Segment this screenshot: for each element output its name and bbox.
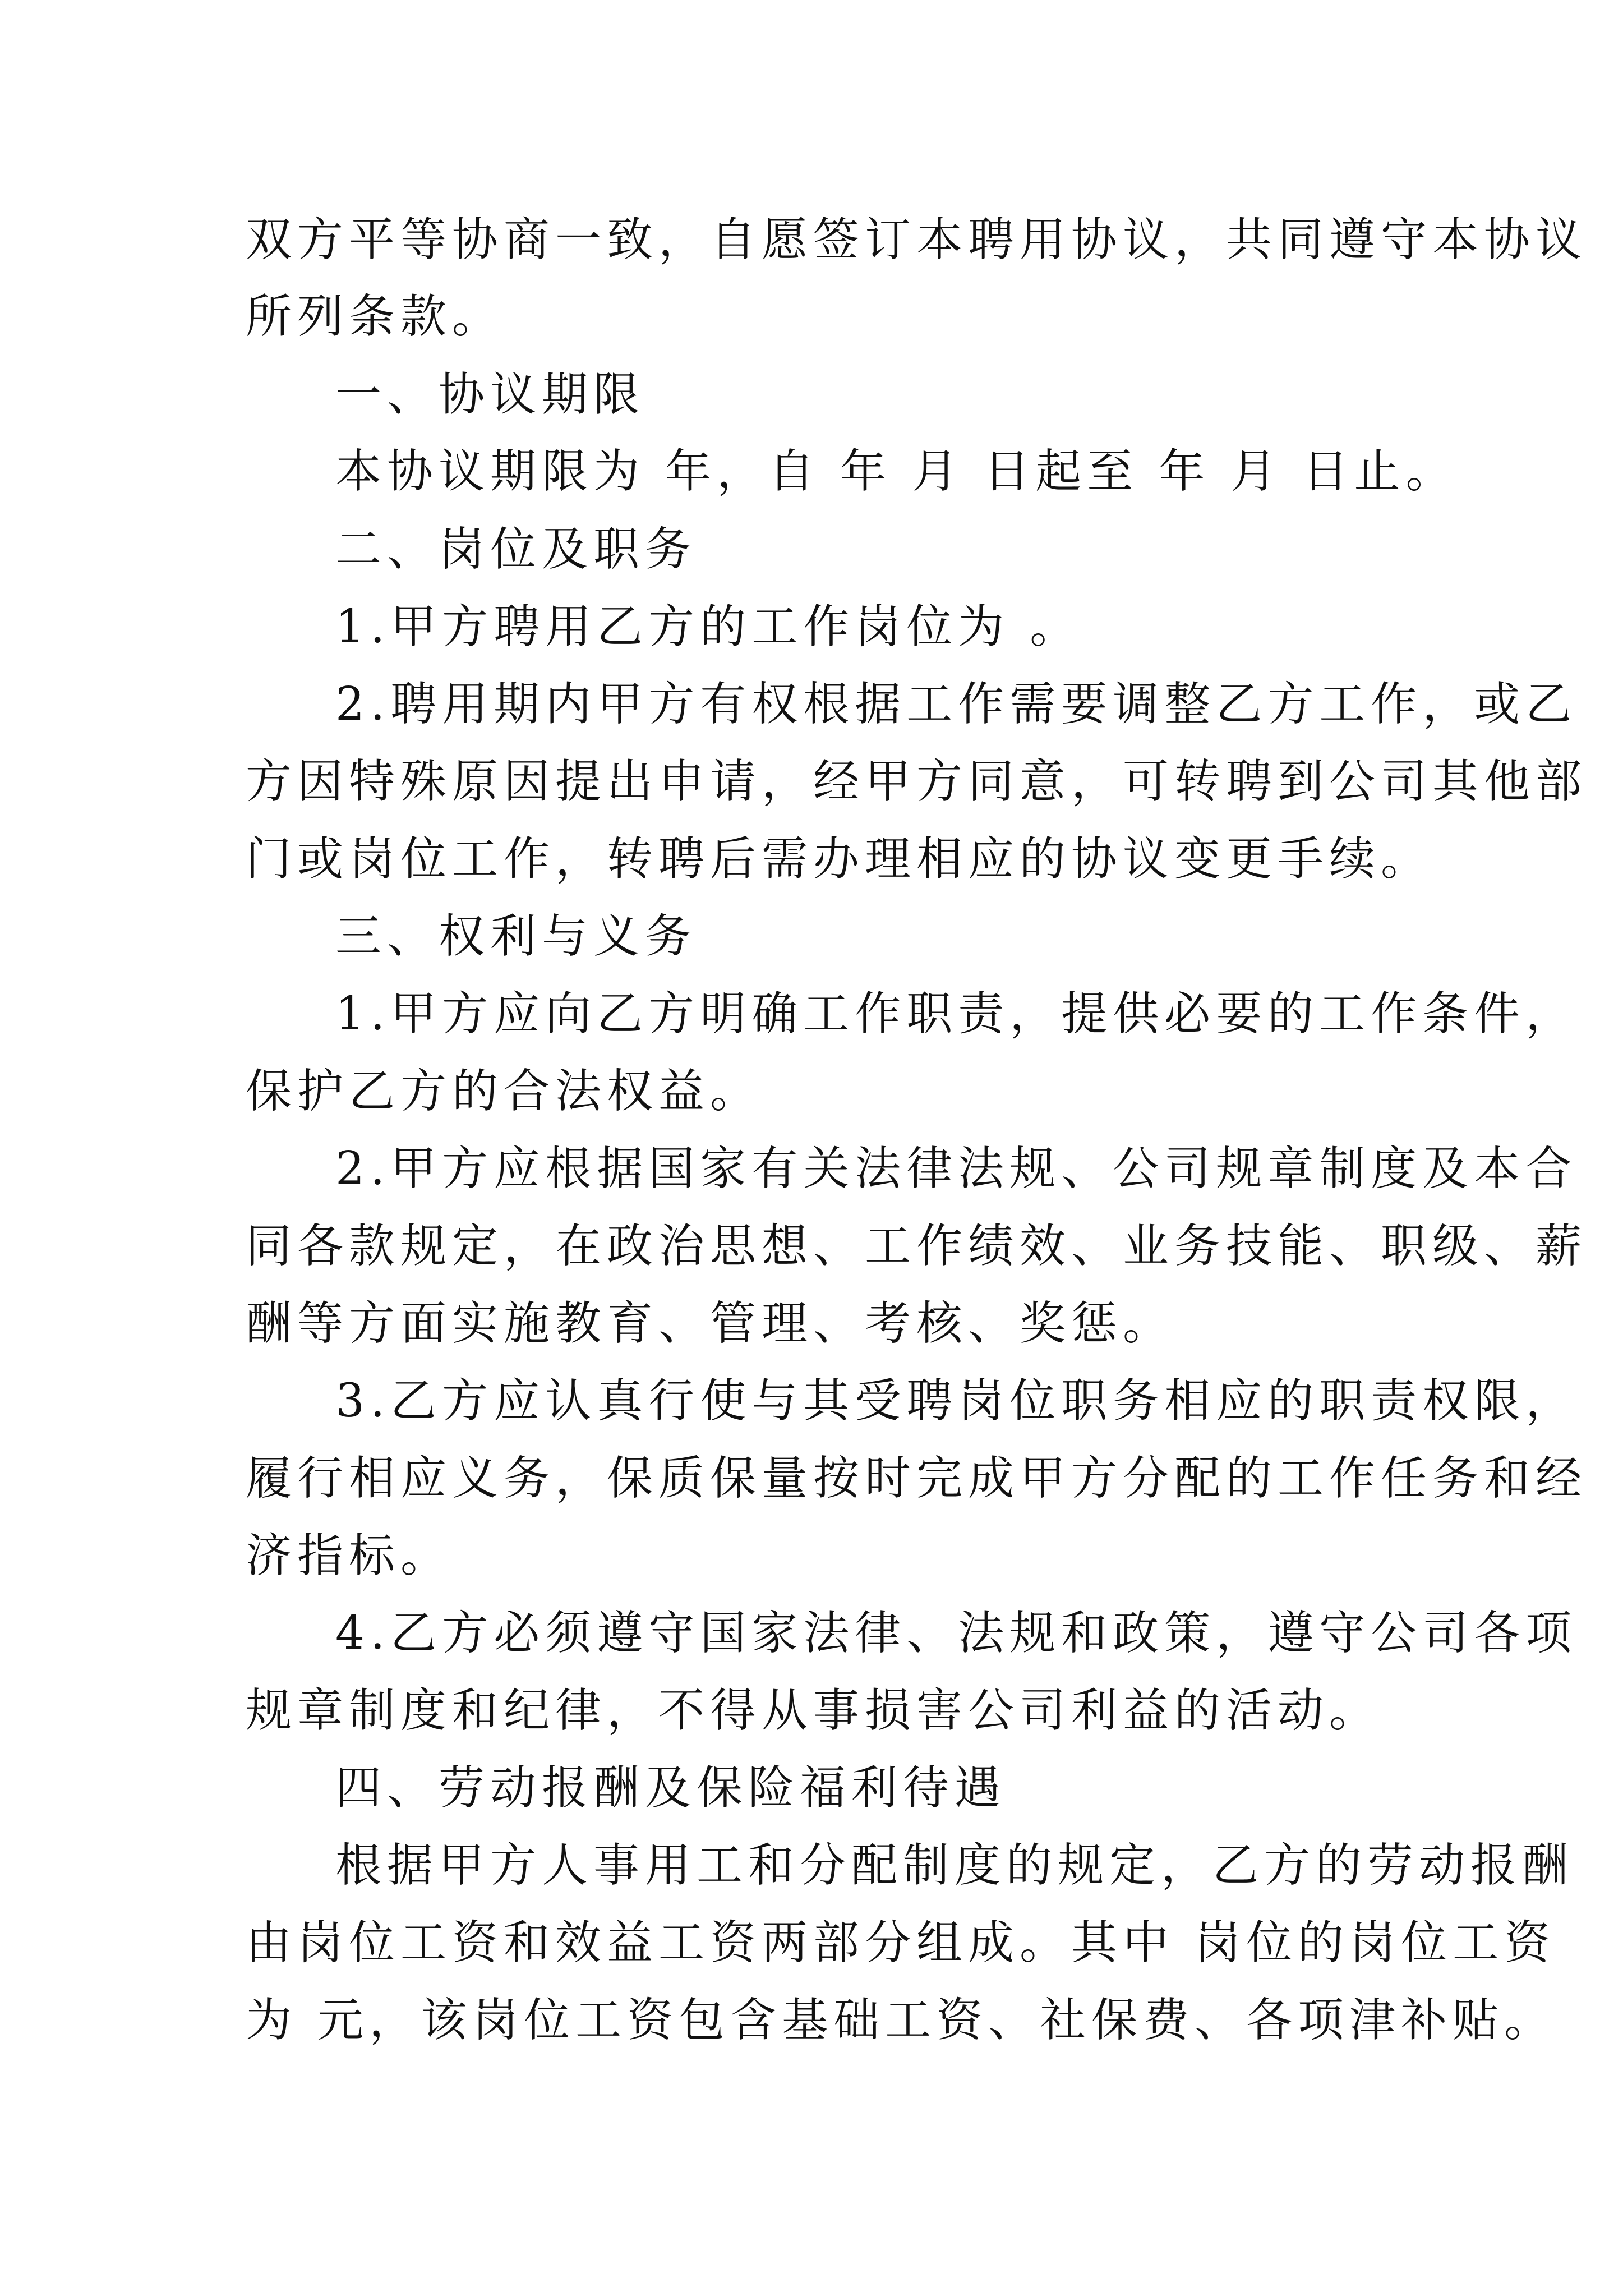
paragraph-line: 履行相应义务，保质保量按时完成甲方分配的工作任务和经 xyxy=(246,1452,1588,1505)
paragraph-line: 济指标。 xyxy=(246,1529,453,1582)
paragraph-line: 酬等方面实施教育、管理、考核、奖惩。 xyxy=(246,1297,1175,1350)
paragraph-line: 为 元，该岗位工资包含基础工资、社保费、各项津补贴。 xyxy=(246,1994,1556,2047)
paragraph-line: 所列条款。 xyxy=(246,290,504,343)
paragraph-line: 2.甲方应根据国家有关法律法规、公司规章制度及本合 xyxy=(335,1142,1578,1195)
paragraph-line: 1.甲方应向乙方明确工作职责，提供必要的工作条件， xyxy=(335,987,1578,1041)
section-heading-position: 二、岗位及职务 xyxy=(335,523,697,576)
paragraph-line: 根据甲方人事用工和分配制度的规定，乙方的劳动报酬 xyxy=(335,1839,1574,1892)
paragraph-line: 同各款规定，在政治思想、工作绩效、业务技能、职级、薪 xyxy=(246,1220,1588,1273)
paragraph-line: 门或岗位工作，转聘后需办理相应的协议变更手续。 xyxy=(246,832,1433,886)
paragraph-line: 1.甲方聘用乙方的工作岗位为 。 xyxy=(335,600,1082,654)
paragraph-line: 3.乙方应认真行使与其受聘岗位职务相应的职责权限， xyxy=(335,1374,1578,1428)
section-heading-term: 一、协议期限 xyxy=(335,368,645,421)
paragraph-line: 保护乙方的合法权益。 xyxy=(246,1065,762,1118)
paragraph-line: 双方平等协商一致，自愿签订本聘用协议，共同遵守本协议 xyxy=(246,213,1588,266)
paragraph-line: 方因特殊原因提出申请，经甲方同意，可转聘到公司其他部 xyxy=(246,755,1588,808)
paragraph-line: 4.乙方必须遵守国家法律、法规和政策，遵守公司各项 xyxy=(335,1607,1578,1660)
paragraph-line: 本协议期限为 年，自 年 月 日起至 年 月 日止。 xyxy=(335,445,1458,498)
paragraph-line: 由岗位工资和效益工资两部分组成。其中 岗位的岗位工资 xyxy=(246,1916,1556,1970)
section-heading-rights: 三、权利与义务 xyxy=(335,910,697,963)
paragraph-line: 规章制度和纪律，不得从事损害公司利益的活动。 xyxy=(246,1684,1381,1737)
paragraph-line: 2.聘用期内甲方有权根据工作需要调整乙方工作，或乙 xyxy=(335,678,1578,731)
section-heading-compensation: 四、劳动报酬及保险福利待遇 xyxy=(335,1761,1007,1815)
